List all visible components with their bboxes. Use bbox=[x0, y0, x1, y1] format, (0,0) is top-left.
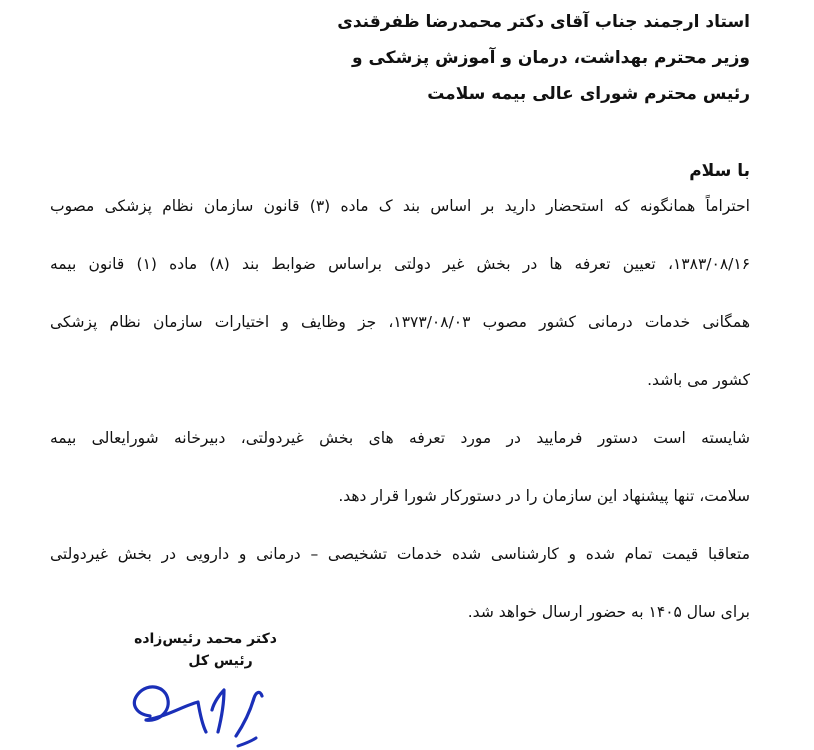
signatory-name: دکتر محمد رئیس‌زاده bbox=[134, 631, 277, 647]
signatory-title: رئیس کل bbox=[188, 653, 253, 669]
addressee-line-3: رئیس محترم شورای عالی بیمه سلامت bbox=[427, 84, 750, 104]
handwritten-signature-icon bbox=[128, 676, 278, 750]
paragraph-1-line-2: ۱۳۸۳/۰۸/۱۶، تعیین تعرفه ها در بخش غیر دولتی براساس ضوابط بند (۸) ماده (۱) قانون بیمه bbox=[50, 255, 750, 273]
signature-stroke bbox=[236, 692, 262, 736]
letter-body bbox=[50, 186, 750, 650]
signature-stroke bbox=[212, 690, 224, 732]
paragraph-3-line-2: برای سال ۱۴۰۵ به حضور ارسال خواهد شد. bbox=[467, 603, 750, 621]
paragraph-3-line-1: متعاقبا قیمت تمام شده و کارشناسی شده خدمات تشخیصی – درمانی و دارویی در بخش غیردولتی bbox=[50, 545, 750, 563]
paragraph-2-line-1: شایسته است دستور فرمایید در مورد تعرفه های بخش غیردولتی، دبیرخانه شورایعالی بیمه bbox=[50, 429, 750, 447]
addressee-line-1: استاد ارجمند جناب آقای دکتر محمدرضا ظفرقندی bbox=[337, 12, 750, 32]
signature-stroke bbox=[238, 738, 256, 746]
signature-block bbox=[118, 628, 293, 672]
paragraph-2-line-2: سلامت، تنها پیشنهاد این سازمان را در دستورکار شورا قرار دهد. bbox=[338, 487, 750, 505]
signature-stroke bbox=[134, 687, 206, 732]
addressee-block bbox=[50, 4, 750, 112]
greeting: با سلام bbox=[689, 161, 750, 181]
addressee-line-2: وزیر محترم بهداشت، درمان و آموزش پزشکی و bbox=[352, 48, 750, 68]
paragraph-1-line-3: همگانی خدمات درمانی کشور مصوب ۱۳۷۳/۰۸/۰۳، جز وظایف و اختیارات سازمان نظام پزشکی bbox=[50, 313, 750, 331]
paragraph-1-line-1: احتراماً همانگونه که استحضار دارید بر اساس بند ک ماده (۳) قانون سازمان نظام پزشکی مصوب bbox=[50, 197, 750, 215]
paragraph-1-line-4: کشور می باشد. bbox=[647, 371, 750, 389]
